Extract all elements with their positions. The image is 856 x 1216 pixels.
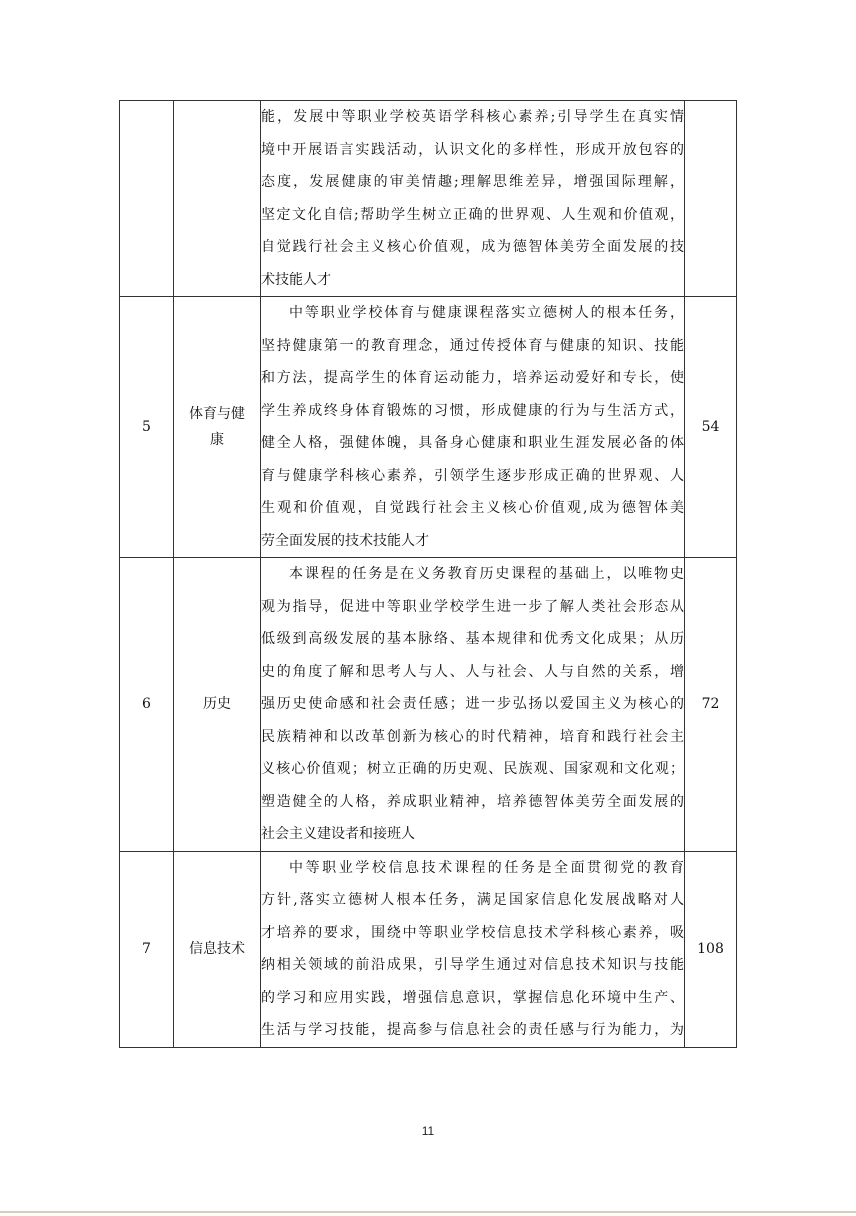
course-name: [174, 851, 261, 1047]
footer-rule: [0, 1211, 856, 1213]
description-line: 境中开展语言实践活动，认识文化的多样性，形成开放包容的: [261, 141, 684, 158]
course-table: [119, 100, 737, 1048]
course-description: [261, 297, 685, 558]
description-line: 方针,落实立德树人根本任务，满足国家信息化发展战略对人: [261, 892, 684, 908]
description-line: 纳相关领域的前沿成果，引导学生通过对信息技术知识与技能: [261, 957, 684, 973]
description-line: 坚持健康第一的教育理念，通过传授体育与健康的知识、技能: [261, 337, 684, 354]
course-hours: 54: [685, 297, 737, 558]
course-name: [174, 297, 261, 558]
description-line: 健全人格，强健体魄，具备身心健康和职业生涯发展必备的体: [261, 435, 684, 451]
description-line: 和方法，提高学生的体育运动能力，培养运动爱好和专长，使: [261, 370, 684, 386]
course-number: 7: [120, 851, 174, 1047]
description-line: 坚定文化自信;帮助学生树立正确的世界观、人生观和价值观，: [261, 206, 684, 223]
course-hours: 72: [685, 558, 737, 852]
course-description: [261, 558, 685, 852]
description-line: 生活与学习技能，提高参与信息社会的责任感与行为能力，为: [261, 1022, 684, 1038]
course-name-line: 体育与健: [189, 406, 245, 422]
table-row: [120, 101, 737, 297]
course-number: [120, 101, 174, 297]
course-number: 6: [120, 558, 174, 852]
description-line: 观为指导，促进中等职业学校学生进一步了解人类社会形态从: [261, 598, 684, 615]
description-line: 生观和价值观，自觉践行社会主义核心价值观,成为德智体美: [261, 500, 684, 516]
course-name: [174, 101, 261, 297]
description-line: 育与健康学科核心素养，引领学生逐步形成正确的世界观、人: [261, 467, 684, 484]
description-line: 术技能人才: [261, 271, 331, 288]
course-description: [261, 851, 685, 1047]
description-line: 能，发展中等职业学校英语学科核心素养;引导学生在真实情: [261, 109, 684, 125]
description-line: 史的角度了解和思考人与人、人与社会、人与自然的关系，增: [261, 663, 684, 680]
course-description: [261, 101, 685, 297]
description-line: 义核心价值观；树立正确的历史观、民族观、国家观和文化观；: [261, 761, 684, 777]
description-line: 本课程的任务是在义务教育历史课程的基础上，以唯物史: [289, 566, 684, 582]
description-line: 低级到高级发展的基本脉络、基本规律和优秀文化成果；从历: [261, 631, 684, 647]
description-line: 民族精神和以改革创新为核心的时代精神，培育和践行社会主: [261, 728, 684, 745]
table-row: [120, 558, 737, 852]
course-name: [174, 558, 261, 852]
description-line: 塑造健全的人格，养成职业精神，培养德智体美劳全面发展的: [261, 793, 684, 810]
description-line: 劳全面发展的技术技能人才: [261, 532, 429, 549]
table-row: [120, 851, 737, 1047]
table-row: [120, 297, 737, 558]
description-line: 态度，发展健康的审美情趣;理解思维差异，增强国际理解，: [261, 174, 684, 190]
course-number: 5: [120, 297, 174, 558]
course-name-line: 历史: [203, 696, 231, 713]
description-line: 中等职业学校信息技术课程的任务是全面贯彻党的教育: [289, 859, 684, 876]
course-name-line: 康: [210, 432, 224, 448]
description-line: 自觉践行社会主义核心价值观，成为德智体美劳全面发展的技: [261, 239, 684, 255]
description-line: 强历史使命感和社会责任感；进一步弘扬以爱国主义为核心的: [261, 696, 684, 712]
description-line: 中等职业学校体育与健康课程落实立德树人的根本任务，: [289, 305, 684, 321]
course-hours: 108: [685, 851, 737, 1047]
description-line: 社会主义建设者和接班人: [261, 826, 415, 842]
course-hours: [685, 101, 737, 297]
page-number: 11: [421, 1124, 435, 1138]
description-line: 的学习和应用实践，增强信息意识，掌握信息化环境中生产、: [261, 989, 684, 1006]
description-line: 才培养的要求，围绕中等职业学校信息技术学科核心素养，吸: [261, 924, 684, 941]
course-name-line: 信息技术: [189, 941, 245, 957]
description-line: 学生养成终身体育锻炼的习惯，形成健康的行为与生活方式，: [261, 402, 684, 419]
